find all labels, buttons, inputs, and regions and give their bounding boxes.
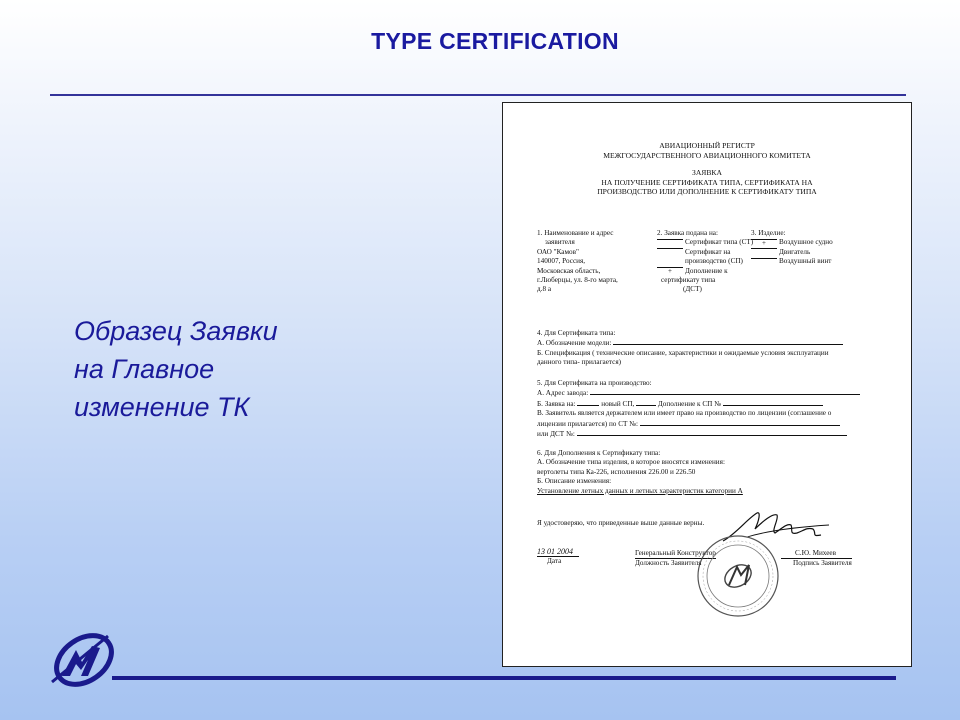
- slide-title: TYPE CERTIFICATION: [371, 28, 619, 54]
- name-value: С.Ю. Михеев: [781, 549, 852, 559]
- doc-line: 3. Изделие:: [751, 229, 786, 237]
- doc-line: 1. Наименование и адрес: [537, 229, 614, 237]
- doc-line: А. Адрес завода:: [537, 389, 589, 398]
- caption-line: Образец Заявки: [74, 316, 278, 346]
- doc-line: ОАО "Камов": [537, 247, 579, 256]
- header-line: МЕЖГОСУДАРСТВЕННОГО АВИАЦИОННОГО КОМИТЕТА: [603, 150, 811, 160]
- doc-line: вертолеты типа Ка-226, исполнения 226.00 и 226.50: [537, 467, 696, 476]
- doc-line: новый СП,: [601, 399, 635, 408]
- doc-line: лицензии прилагается) по СТ №:: [537, 419, 639, 428]
- doc-line: Московская область,: [537, 266, 601, 275]
- doc-line: А. Обозначение модели:: [537, 339, 612, 348]
- doc-line: Сертификат типа (СТ): [685, 238, 754, 247]
- doc-line: А. Обозначение типа изделия, в которое вносятся изменения:: [537, 458, 725, 467]
- doc-line: Дополнение к СП №: [657, 399, 721, 408]
- company-seal-icon: [693, 531, 783, 621]
- doc-line: заявителя: [545, 238, 575, 247]
- doc-line: г.Люберцы, ул. 8-го марта,: [537, 276, 618, 285]
- document-scan: [502, 102, 912, 667]
- certification-statement: Я удостоверяю, что приведенные выше данные верны.: [537, 519, 705, 527]
- doc-line: Двигатель: [779, 247, 811, 256]
- doc-line: Б. Описание изменения:: [537, 477, 612, 486]
- application-type-column: [657, 229, 753, 295]
- kamov-logo-icon: [48, 628, 120, 690]
- section-tc-supplement: [537, 449, 743, 496]
- document-header: [503, 141, 911, 197]
- doc-line: Воздушное судно: [779, 238, 833, 247]
- doc-line: Б. Заявка на:: [537, 399, 576, 408]
- position-value: Генеральный Конструктор: [635, 549, 716, 559]
- applicant-column: [537, 229, 618, 295]
- checkbox-mark: +: [751, 239, 777, 247]
- header-line: ПРОИЗВОДСТВО ИЛИ ДОПОЛНЕНИЕ К СЕРТИФИКАТУ ТИПА: [597, 187, 817, 196]
- doc-line: Дополнение к: [685, 266, 728, 275]
- doc-line: 4. Для Сертификата типа:: [537, 329, 616, 337]
- section-production-certificate: [537, 379, 860, 439]
- doc-line: Сертификат на: [685, 247, 731, 256]
- doc-line: Воздушный винт: [779, 257, 832, 266]
- section-type-certificate: [537, 329, 843, 368]
- doc-line: производство (СП): [685, 257, 743, 266]
- doc-line: Установление летных данных и летных характеристик категории А: [537, 486, 743, 495]
- doc-line: 6. Для Дополнения к Сертификату типа:: [537, 449, 661, 457]
- doc-line: 140007, Россия,: [537, 257, 586, 266]
- slide-caption: [74, 312, 374, 426]
- date-value: 13 01 2004: [537, 547, 579, 557]
- position-label: Должность Заявителя: [635, 559, 702, 568]
- header-line: НА ПОЛУЧЕНИЕ СЕРТИФИКАТА ТИПА, СЕРТИФИКАТА НА: [601, 177, 813, 187]
- doc-line: данного типа- прилагается): [537, 358, 622, 367]
- doc-line: д.8 а: [537, 285, 552, 294]
- name-block: [781, 549, 852, 569]
- caption-line: на Главное: [74, 354, 215, 384]
- title-divider: [50, 94, 906, 96]
- doc-line: Б. Спецификация ( технические описание, характеристики и ожидаемые условия эксплуатации: [537, 348, 829, 357]
- doc-line: 2. Заявка подана на:: [657, 229, 718, 237]
- doc-line: 5. Для Сертификата на производство:: [537, 379, 652, 387]
- date-label: Дата: [547, 557, 562, 566]
- header-line: ЗАЯВКА: [692, 168, 722, 177]
- date-block: [537, 547, 579, 567]
- doc-line: (ДСТ): [683, 285, 702, 294]
- caption-line: изменение ТК: [74, 392, 250, 422]
- bottom-divider: [112, 676, 896, 680]
- header-line: АВИАЦИОННЫЙ РЕГИСТР: [659, 141, 755, 150]
- name-label: Подпись Заявителя: [793, 559, 852, 568]
- doc-line: или ДСТ №:: [537, 430, 575, 439]
- doc-line: сертификату типа: [661, 276, 716, 285]
- checkbox-mark: +: [657, 267, 683, 275]
- doc-line: В. Заявитель является держателем или имеет право на производство по лицензии (соглашение о: [537, 409, 832, 418]
- product-column: [751, 229, 833, 267]
